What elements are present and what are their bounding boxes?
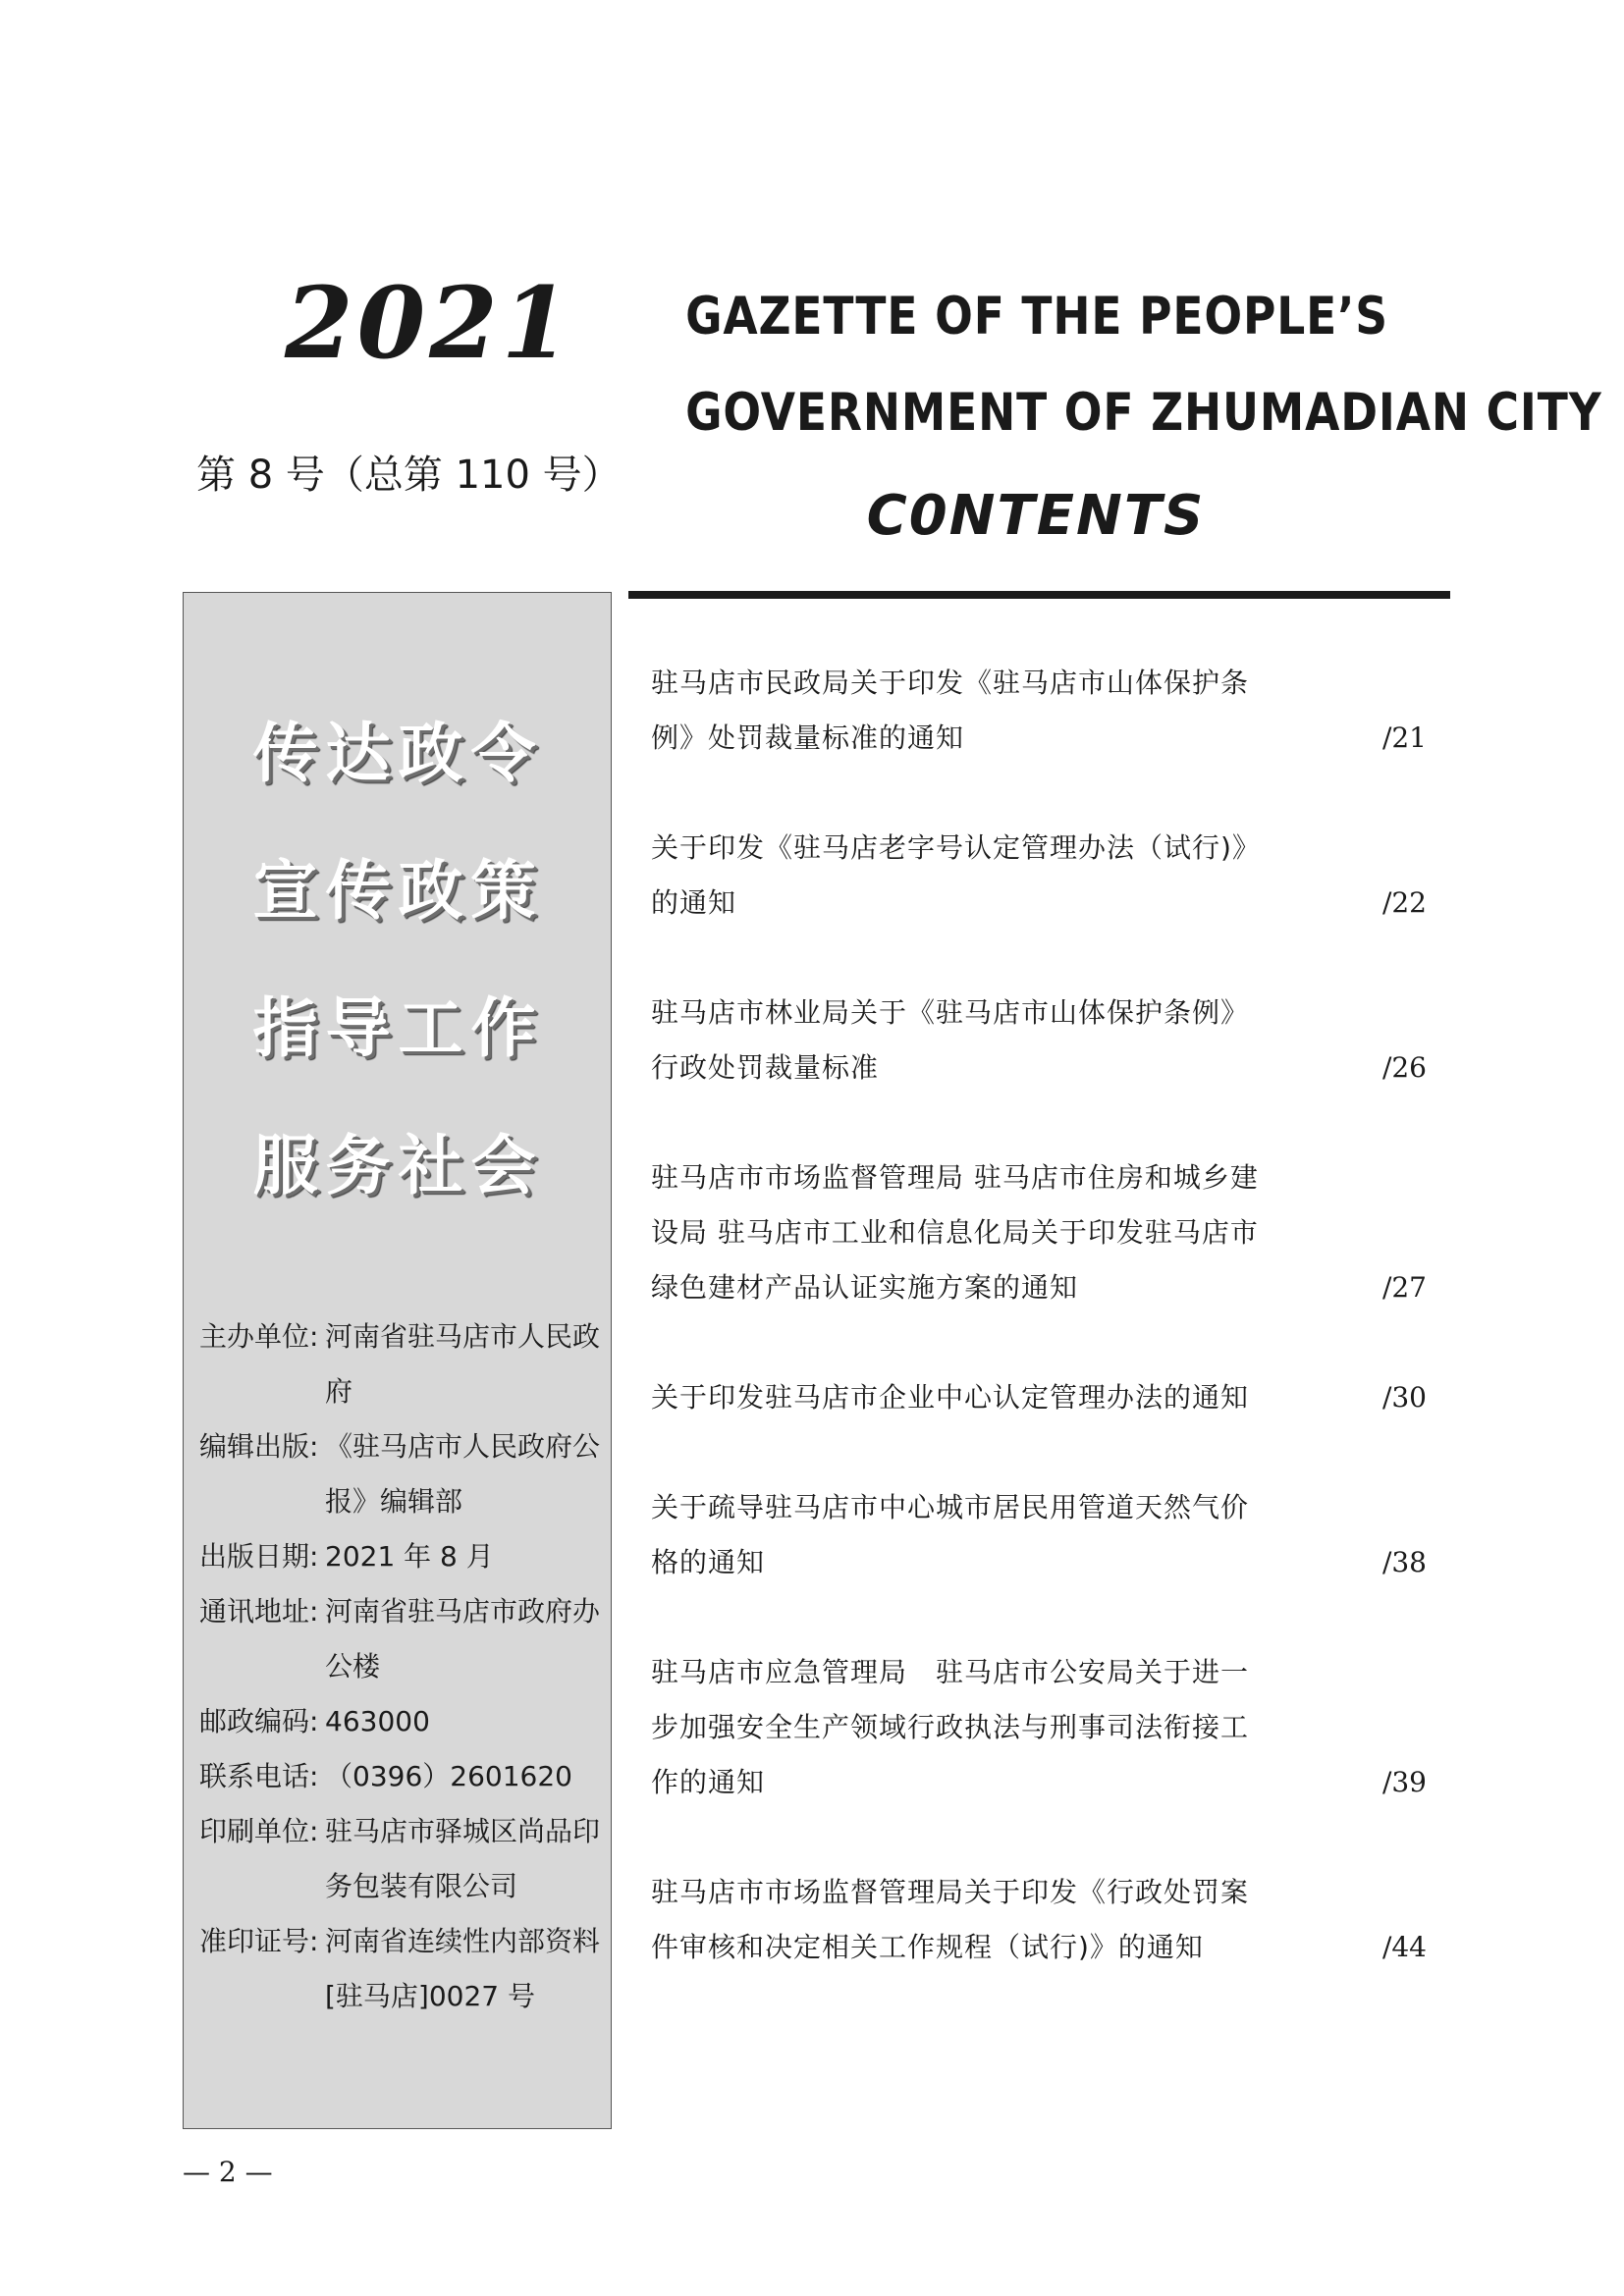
toc-title: 关于印发驻马店市企业中心认定管理办法的通知 [651, 1381, 1250, 1414]
issue-number: 第 8 号（总第 110 号） [196, 453, 622, 498]
toc-page-number: /30 [1381, 1381, 1427, 1414]
info-value: 河南省连续性内部资料[驻马店]0027 号 [325, 1925, 601, 2012]
info-value: 驻马店市驿城区尚品印务包装有限公司 [325, 1815, 601, 1902]
toc-page-number: /39 [1381, 1766, 1427, 1798]
info-row-date [199, 1529, 612, 1584]
toc-title: 关于疏导驻马店市中心城市居民用管道天然气价格的通知 [651, 1491, 1250, 1578]
info-value: 2021 年 8 月 [325, 1540, 494, 1573]
slogan-4: 服务社会 [252, 1128, 544, 1203]
sidebar-panel [183, 592, 612, 2129]
info-value: 463000 [325, 1705, 430, 1737]
info-label: 印刷单位: [199, 1815, 319, 1847]
slogan-2: 宣传政策 [252, 853, 544, 929]
contents-heading: C0NTENTS [866, 484, 1206, 548]
toc-item [651, 986, 1427, 1095]
info-value: 《驻马店市人民政府公报》编辑部 [325, 1430, 601, 1518]
header-rule [628, 591, 1450, 599]
toc-item [651, 1645, 1427, 1810]
info-label: 主办单位: [199, 1320, 319, 1353]
toc-page-number: /26 [1381, 1051, 1427, 1084]
toc-page-number: /27 [1381, 1271, 1427, 1304]
toc-page-number: /38 [1381, 1546, 1427, 1578]
info-label: 邮政编码: [199, 1705, 319, 1737]
info-label: 通讯地址: [199, 1595, 319, 1628]
title-line-2: GOVERNMENT OF ZHUMADIAN CITY [685, 383, 1602, 443]
info-row-permit [199, 1914, 612, 2024]
toc-page-number: /22 [1381, 886, 1427, 919]
toc-item [651, 1150, 1427, 1315]
info-row-postcode [199, 1694, 612, 1749]
toc-title: 驻马店市林业局关于《驻马店市山体保护条例》行政处罚裁量标准 [651, 996, 1250, 1084]
info-value: 河南省驻马店市人民政府 [325, 1320, 601, 1408]
toc-item [651, 1865, 1427, 1975]
title-line-1: GAZETTE OF THE PEOPLE’S [685, 287, 1389, 347]
info-label: 准印证号: [199, 1925, 319, 1957]
table-of-contents [651, 656, 1427, 2030]
toc-title: 驻马店市市场监督管理局 驻马店市住房和城乡建设局 驻马店市工业和信息化局关于印发驻马店市绿色建材产品认证实施方案的通知 [651, 1161, 1259, 1304]
slogan-1: 传达政令 [252, 716, 544, 791]
info-label: 出版日期: [199, 1540, 319, 1573]
info-row-sponsor [199, 1309, 612, 1419]
info-row-editor [199, 1419, 612, 1529]
info-row-printer [199, 1804, 612, 1914]
toc-item [651, 656, 1427, 766]
toc-item [651, 1370, 1427, 1425]
toc-title: 驻马店市市场监督管理局关于印发《行政处罚案件审核和决定相关工作规程（试行)》的通知 [651, 1876, 1250, 1963]
publication-info [199, 1309, 612, 2024]
toc-page-number: /44 [1381, 1931, 1427, 1963]
toc-page-number: /21 [1381, 721, 1427, 754]
toc-item [651, 1480, 1427, 1590]
toc-item [651, 821, 1427, 931]
info-value: 河南省驻马店市政府办公楼 [325, 1595, 601, 1682]
toc-title: 驻马店市民政局关于印发《驻马店市山体保护条例》处罚裁量标准的通知 [651, 667, 1250, 754]
page-number: — 2 — [183, 2156, 273, 2188]
info-label: 联系电话: [199, 1760, 319, 1792]
info-label: 编辑出版: [199, 1430, 319, 1463]
info-row-phone [199, 1749, 612, 1804]
info-row-address [199, 1584, 612, 1694]
toc-title: 驻马店市应急管理局 驻马店市公安局关于进一步加强安全生产领域行政执法与刑事司法衔接工作的通知 [651, 1656, 1250, 1798]
slogan-3: 指导工作 [252, 990, 544, 1066]
info-value: （0396）2601620 [325, 1760, 572, 1792]
year: 2021 [285, 265, 574, 381]
toc-title: 关于印发《驻马店老字号认定管理办法（试行)》的通知 [651, 831, 1247, 919]
